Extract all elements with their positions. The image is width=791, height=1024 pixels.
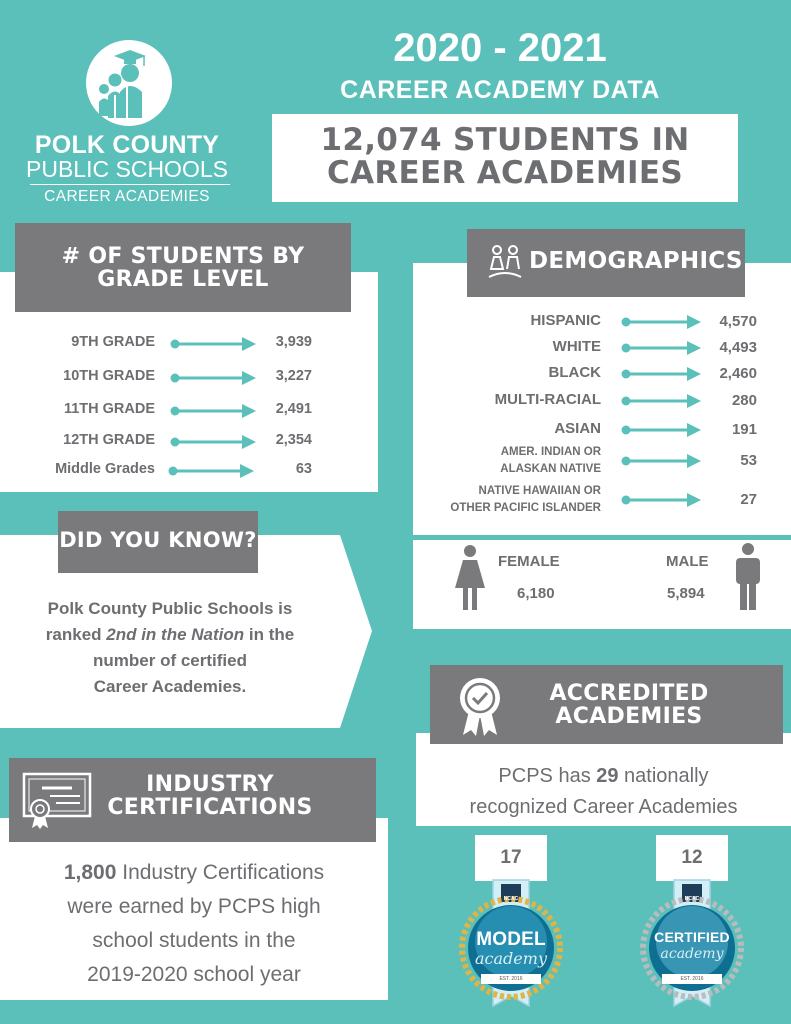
grade-row-label: 10TH GRADE [63,368,155,384]
grade-row-arrow [170,337,256,356]
demographic-row-label [413,420,601,437]
demographic-row-value: 280 [731,392,757,409]
grade-row-label: 9TH GRADE [71,334,155,350]
grade-row-value: 2,354 [275,432,312,448]
accredited-title-line1: ACCREDITED [549,681,709,706]
demographic-label-line2: ALASKAN NATIVE [500,463,601,475]
demographic-row [413,420,791,440]
demographic-label-line1: WHITE [552,338,601,355]
demographic-label-line1: MULTI-RACIAL [494,391,601,408]
demographic-label-line1: AMER. INDIAN OR [500,446,601,458]
female-icon [453,544,487,612]
page-subtitle: CAREER ACADEMY DATA [340,76,660,104]
grade-row [0,401,378,421]
accredited-title [514,682,744,728]
arrow-icon [621,493,701,507]
demographic-row-arrow [621,423,701,442]
badge-word2: academy [660,946,724,962]
arrow-icon [170,337,256,351]
grade-row-value: 3,227 [275,368,312,384]
badge-count-box [656,835,728,881]
badge-count: 12 [681,847,703,868]
demographic-row-label [413,483,601,517]
accredited-text-line1: PCPS has 29 nationally [498,765,709,787]
grade-row-value: 63 [295,461,312,477]
demographic-row-label [413,312,601,329]
arrow-icon [621,423,701,437]
industry-line2: were earned by PCPS high [67,895,321,918]
female-count: 6,180 [517,585,555,602]
grade-row [0,432,378,452]
grade-row [0,368,378,388]
accredited-header [430,665,783,744]
demographic-row-value: 2,460 [719,365,757,382]
female-label: FEMALE [498,553,560,570]
students-total-box [272,114,738,202]
graduates-icon [86,40,172,126]
arrow-icon [621,315,701,329]
demographic-row-label [413,391,601,408]
grade-row [0,461,378,481]
arrow-icon [168,464,254,478]
demographic-row-label [413,444,601,478]
grade-row-label: Middle Grades [55,461,155,477]
accredited-title-line2: ACADEMIES [555,704,703,730]
arrow-icon [621,341,701,355]
arrow-icon [170,435,256,449]
did-you-know-header [58,511,258,573]
grade-row-arrow [170,404,256,423]
demographic-row-value: 4,493 [719,339,757,356]
grade-row-value: 3,939 [275,334,312,350]
badge-word1: CERTIFIED [654,929,730,945]
grade-row-arrow [170,435,256,454]
demographic-row [413,338,791,358]
badge-org: NCAC [503,896,519,902]
demographic-row-arrow [621,394,701,413]
badge-est: EST. 2016 [680,976,704,982]
arrow-icon [621,394,701,408]
grade-row [0,334,378,354]
demographics-header [467,229,745,297]
grade-level-title [15,223,351,291]
male-count: 5,894 [667,585,705,602]
demographic-row-arrow [621,315,701,334]
demographic-row-value: 53 [740,452,757,469]
demographic-label-line1: BLACK [548,364,601,381]
badge-org: NCAC [684,896,700,902]
students-total-line2: CAREER ACADEMIES [327,154,683,191]
industry-title-line2: CERTIFICATIONS [107,795,313,821]
demographic-row [413,312,791,332]
demographic-row-label [413,364,601,381]
badge-count: 17 [500,847,522,868]
industry-line3: school students in the [92,929,296,952]
demographic-label-line2: OTHER PACIFIC ISLANDER [450,502,601,514]
arrow-icon [621,454,701,468]
grade-row-arrow [168,464,256,483]
male-icon [731,542,765,612]
grade-level-title-line1: # OF STUDENTS BY [61,244,305,269]
students-total-text [272,114,738,189]
arrow-icon [170,371,256,385]
arrow-icon [621,367,701,381]
industry-line1: 1,800 Industry Certifications [63,861,325,884]
demographics-divider [413,535,791,540]
students-total-line1: 12,074 STUDENTS IN [320,122,690,158]
demographic-label-line1: ASIAN [554,420,601,437]
demographic-row [413,364,791,384]
male-label: MALE [666,553,709,570]
did-you-know-text [0,596,340,700]
demographic-row-value: 27 [740,491,757,508]
industry-text [0,856,388,992]
accredited-count: 29 [596,765,619,787]
grade-row-label: 11TH GRADE [63,401,155,417]
demographics-title: DEMOGRAPHICS [529,248,743,274]
demographic-row-arrow [621,367,701,386]
award-badge-icon [457,675,503,737]
demographic-row-arrow [621,341,701,360]
industry-header [9,758,376,842]
demographic-row [413,483,791,517]
logo-text-line2: PUBLIC SCHOOLS [26,156,228,182]
demographic-label-line1: NATIVE HAWAIIAN OR [478,485,601,497]
arrow-icon [170,404,256,418]
did-you-know-line1: Polk County Public Schools is [47,599,293,618]
certificate-icon [20,770,94,830]
badge-word1: MODEL [476,929,546,950]
demographic-row-label [413,338,601,355]
demographic-row [413,391,791,411]
did-you-know-line4: Career Academies. [93,677,247,696]
did-you-know-title: DID YOU KNOW? [59,528,257,552]
demographic-row-arrow [621,493,701,512]
accredited-text-line2: recognized Career Academies [469,796,738,818]
did-you-know-emphasis: 2nd in the Nation [106,625,245,644]
demographic-row-value: 191 [731,421,757,438]
people-icon [485,243,525,283]
logo-text-line3: CAREER ACADEMIES [44,188,210,205]
logo-text-line1: POLK COUNTY [34,131,220,159]
grade-row-value: 2,491 [275,401,312,417]
grade-row-arrow [170,371,256,390]
demographic-row-value: 4,570 [719,313,757,330]
badge-count-box [475,835,547,881]
year-heading: 2020 - 2021 [393,26,607,70]
grade-level-header [15,223,351,312]
did-you-know-line3: number of certified [93,651,247,670]
industry-count: 1,800 [63,861,117,884]
badge-est: EST. 2016 [499,976,523,982]
demographic-label-line1: HISPANIC [530,312,601,329]
industry-title-line1: INDUSTRY [146,772,274,797]
industry-title [105,773,315,819]
badge-word2: academy [475,949,547,968]
did-you-know-line2: ranked 2nd in the Nation in the [45,625,295,644]
industry-line4: 2019-2020 school year [87,963,301,986]
demographic-row-arrow [621,454,701,473]
grade-row-label: 12TH GRADE [63,432,155,448]
accredited-text [416,761,791,823]
demographic-row [413,444,791,478]
grade-level-title-line2: GRADE LEVEL [97,267,269,293]
logo-divider [30,184,230,185]
